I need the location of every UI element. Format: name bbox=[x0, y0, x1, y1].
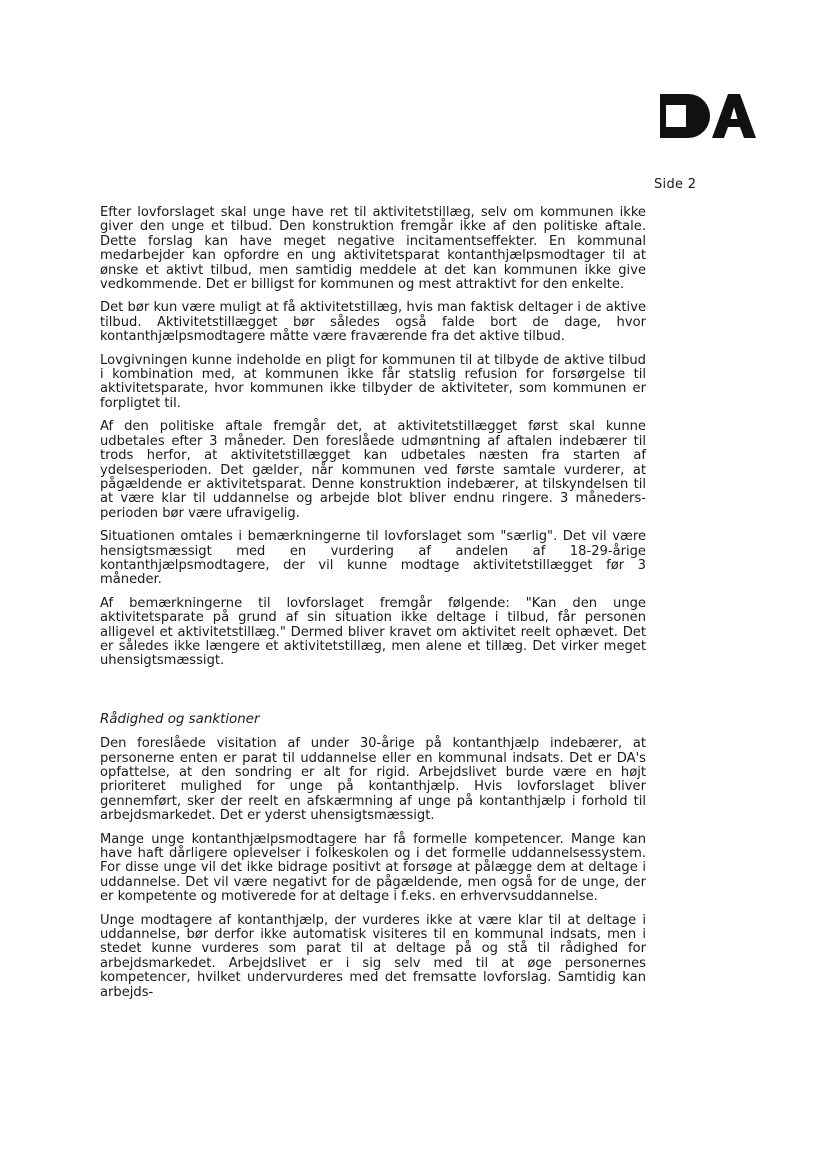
section-heading: Rådighed og sanktioner bbox=[100, 711, 260, 727]
paragraph: Unge modtagere af kontanthjælp, der vurderes ikke at være klar til at deltage i uddannelse, bør derfor ikke automatisk visiteres til en kommunal indsats, men i stedet kunne vurderes som parat til at deltage på og stå til rådighed for arbejdsmarkedet. Arbejdslivet er i sig selv med til at øge personernes kompetencer, hvilket undervurderes med det fremsatte lovforslag. Samtidig kan arbejds- bbox=[100, 912, 646, 1000]
da-logo bbox=[654, 88, 762, 144]
paragraph: Mange unge kontanthjælpsmodtagere har få formelle kompetencer. Mange kan have haft dårligere oplevelser i folkeskolen og i det formelle uddannelsessystem. For disse unge vil det ikke bidrage positivt at forsøge at pålægge dem at deltage i uddannelse. Det vil være negativt for de pågældende, men også for de unge, der er kompetente og motiverede for at deltage i f.eks. en erhvervsuddannelse. bbox=[100, 831, 646, 905]
paragraph: Efter lovforslaget skal unge have ret til aktivitetstillæg, selv om kommunen ikke giver den unge et tilbud. Den konstruktion fremgår ikke af den politiske aftale. Dette forslag kan have meget negative incitamentseffekter. En kommunal medarbejder kan opfordre en ung aktivitetsparat kontanthjælpsmodtager til at ønske et aktivt tilbud, men samtidig meddele at det kan kommunen ikke give vedkommende. Det er billigst for kommunen og mest attraktivt for den enkelte. bbox=[100, 205, 646, 293]
paragraph: Det bør kun være muligt at få aktivitetstillæg, hvis man faktisk deltager i de aktive tilbud. Aktivitetstillægget bør således også falde bort de dage, hvor kontanthjælpsmodtagere måtte være fraværende fra det aktive tilbud. bbox=[100, 300, 646, 345]
paragraph: Af bemærkningerne til lovforslaget fremgår følgende: "Kan den unge aktivitetsparate på grund af sin situation ikke deltage i tilbud, får personen alligevel et aktivitetstillæg." Dermed bliver kravet om aktivitet reelt ophævet. Det er således ikke længere et aktivitetstillæg, men alene et tillæg. Det virker meget uhensigtsmæssigt. bbox=[100, 595, 646, 669]
paragraph: Situationen omtales i bemærkningerne til lovforslaget som "særlig". Det vil være hensigtsmæssigt med en vurdering af andelen af 18-29-årige kontanthjælpsmodtagere, der vil kunne modtage aktivitetstillægget før 3 måneder. bbox=[100, 529, 646, 588]
page-number: Side 2 bbox=[654, 177, 697, 192]
body-text bbox=[100, 206, 646, 1009]
paragraph: Lovgivningen kunne indeholde en pligt for kommunen til at tilbyde de aktive tilbud i kombination med, at kommunen ikke får statslig refusion for forsørgelse til aktivitetsparate, hvor kommunen ikke tilbyder de aktiviteter, som kommunen er forpligtet til. bbox=[100, 352, 646, 411]
paragraph: Af den politiske aftale fremgår det, at aktivitetstillægget først skal kunne udbetales efter 3 måneder. Den foreslåede udmøntning af aftalen indebærer til trods herfor, at aktivitetstillægget kan udbetales næsten fra starten af ydelsesperioden. Det gælder, når kommunen ved første samtale vurderer, at pågældende er aktivitetsparat. Denne konstruktion indebærer, at tilskyndelsen til at være klar til uddannelse og arbejde blot bliver endnu ringere. 3 måneders-perioden bør være ufravigelig. bbox=[100, 419, 646, 521]
paragraph: Den foreslåede visitation af under 30-årige på kontanthjælp indebærer, at personerne enten er parat til uddannelse eller en kommunal indsats. Det er DA's opfattelse, at den sondring er alt for rigid. Arbejdslivet burde være en højt prioriteret mulighed for unge på kontanthjælp. Hvis lovforslaget bliver gennemført, sker der reelt en afskærmning af unge på kontanthjælp i forhold til arbejdsmarkedet. Det er yderst uhensigtsmæssigt. bbox=[100, 736, 646, 824]
